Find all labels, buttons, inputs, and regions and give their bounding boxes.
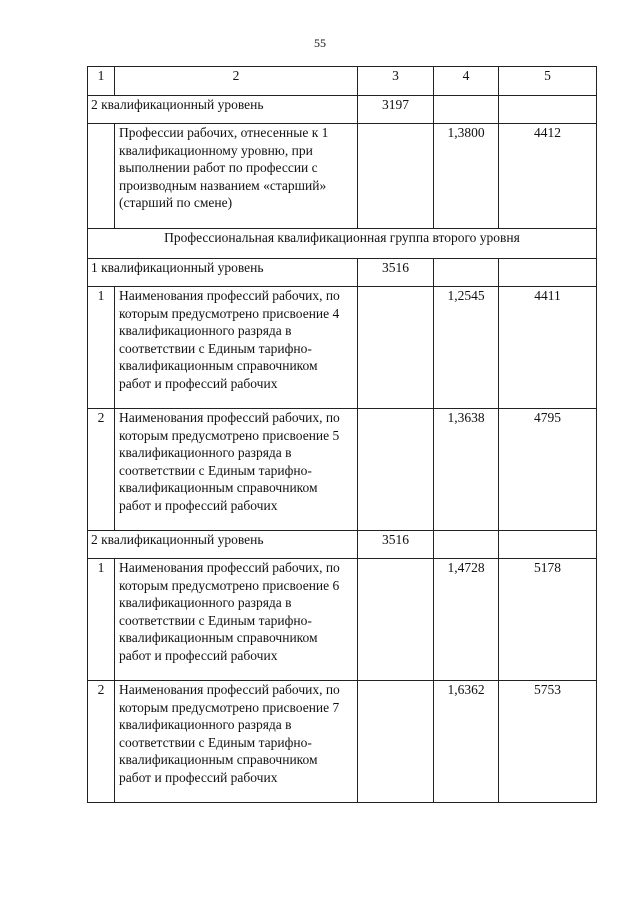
salary: 5753 [499, 681, 597, 803]
level-base-salary: 3516 [358, 531, 434, 559]
row-number: 2 [88, 681, 115, 803]
salary: 4412 [499, 124, 597, 229]
empty-cell [434, 259, 499, 287]
qualification-table [87, 66, 597, 803]
salary: 4411 [499, 287, 597, 409]
level-label: 1 квалификационный уровень [88, 259, 358, 287]
qualification-level-row [88, 96, 597, 124]
profession-description: Наименования профессий рабочих, по которым предусмотрено присвоение 7 квалификационного разряда в соответствии с Единым тарифно-квалификационным справочником работ и профессий рабочих [115, 681, 358, 803]
column-header: 1 [88, 67, 115, 96]
empty-cell [499, 96, 597, 124]
empty-cell [358, 681, 434, 803]
table-row [88, 681, 597, 803]
table-row [88, 124, 597, 229]
row-number: 2 [88, 409, 115, 531]
empty-cell [434, 531, 499, 559]
column-header: 4 [434, 67, 499, 96]
profession-description: Наименования профессий рабочих, по которым предусмотрено присвоение 4 квалификационного разряда в соответствии с Единым тарифно-квалификационным справочником работ и профессий рабочих [115, 287, 358, 409]
row-number: 1 [88, 559, 115, 681]
empty-cell [499, 531, 597, 559]
profession-description: Наименования профессий рабочих, по которым предусмотрено присвоение 6 квалификационного разряда в соответствии с Единым тарифно-квалификационным справочником работ и профессий рабочих [115, 559, 358, 681]
empty-cell [358, 287, 434, 409]
group-heading: Профессиональная квалификационная группа второго уровня [88, 229, 597, 259]
level-label: 2 квалификационный уровень [88, 531, 358, 559]
level-label: 2 квалификационный уровень [88, 96, 358, 124]
level-base-salary: 3516 [358, 259, 434, 287]
coefficient: 1,6362 [434, 681, 499, 803]
empty-cell [358, 559, 434, 681]
empty-cell [358, 124, 434, 229]
coefficient: 1,2545 [434, 287, 499, 409]
row-number: 1 [88, 287, 115, 409]
coefficient: 1,4728 [434, 559, 499, 681]
profession-description: Профессии рабочих, отнесенные к 1 квалификационному уровню, при выполнении работ по профессии с производным названием «старший» (старший по смене) [115, 124, 358, 229]
salary: 5178 [499, 559, 597, 681]
coefficient: 1,3638 [434, 409, 499, 531]
qualification-level-row [88, 259, 597, 287]
page-number: 55 [314, 36, 326, 50]
qualification-level-row [88, 531, 597, 559]
row-number [88, 124, 115, 229]
table-row [88, 409, 597, 531]
level-base-salary: 3197 [358, 96, 434, 124]
column-header: 5 [499, 67, 597, 96]
empty-cell [499, 259, 597, 287]
column-header: 3 [358, 67, 434, 96]
salary: 4795 [499, 409, 597, 531]
table-header-row [88, 67, 597, 96]
group-heading-row [88, 229, 597, 259]
coefficient: 1,3800 [434, 124, 499, 229]
profession-description: Наименования профессий рабочих, по которым предусмотрено присвоение 5 квалификационного разряда в соответствии с Единым тарифно-квалификационным справочником работ и профессий рабочих [115, 409, 358, 531]
table-row [88, 559, 597, 681]
table-row [88, 287, 597, 409]
column-header: 2 [115, 67, 358, 96]
empty-cell [358, 409, 434, 531]
empty-cell [434, 96, 499, 124]
